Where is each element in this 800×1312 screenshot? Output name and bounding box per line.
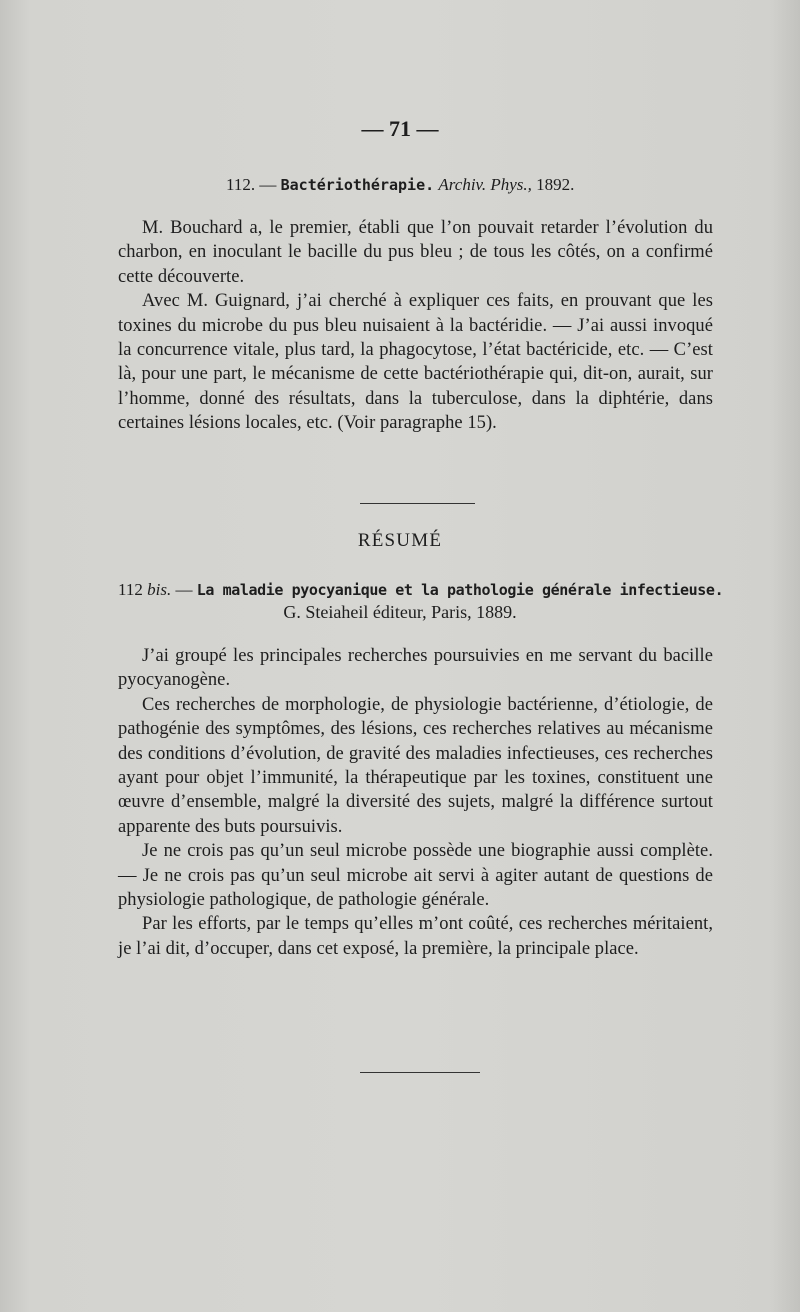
section-title: RÉSUMÉ	[357, 530, 443, 551]
paragraph: Par les efforts, par le temps qu’elles m’ont coûté, ces recherches méritaient, je l’ai dit, d’occuper, dans cet exposé, la première, la principale place.	[118, 914, 713, 959]
paragraph: M. Bouchard a, le premier, établi que l’on pouvait retarder l’évolution du charbon, en inoculant le bacille du pus bleu ; de tous les côtés, on a confirmé cette découverte.	[118, 218, 713, 287]
reference-112	[226, 175, 800, 195]
end-divider	[360, 1072, 480, 1073]
ref-dash: —	[175, 580, 193, 599]
ref-number: 112	[118, 580, 143, 599]
ref-year: 1892.	[536, 175, 575, 194]
page-number: — 71 —	[361, 116, 439, 141]
ref-dash: —	[259, 175, 277, 194]
reference-112-bis	[118, 580, 724, 600]
ref-number: 112.	[226, 175, 256, 194]
paragraph: Ces recherches de morphologie, de physiologie bactérienne, d’étiologie, de pathogénie des symptômes, des lésions, ces recherches relatives au mécanisme des conditions d’évolution, de gravité des maladies infectieuses, ces recherches ayant pour objet l’immunité, la thérapeutique par les toxines, constituent une œuvre d’ensemble, malgré la diversité des sujets, malgré la différence surtout apparente des buts poursuivis.	[118, 694, 713, 837]
publisher-line: G. Steiaheil éditeur, Paris, 1889.	[283, 602, 517, 622]
body-section-1	[118, 216, 713, 436]
ref-title: La maladie pyocyanique et la pathologie générale infectieuse.	[196, 581, 724, 599]
ref-title: Bactériothérapie.	[280, 176, 435, 194]
paragraph: Je ne crois pas qu’un seul microbe possède une biographie aussi complète. — Je ne crois pas qu’un seul microbe ait servi à agiter autant de questions de physiologie pathologique, de pathologie générale.	[118, 841, 713, 911]
paragraph: Avec M. Guignard, j’ai cherché à expliquer ces faits, en prouvant que les toxines du microbe du pus bleu nuisaient à la bactéridie. — J’ai aussi invoqué la concurrence vitale, plus tard, la phagocytose, l’état bactéricide, etc. — C’est là, pour une part, le mécanisme de cette bactériothérapie qui, dit-on, aurait, sur l’homme, donné des résultats, dans la tuberculose, dans la diphtérie, dans certaines lésions locales, etc. (Voir paragraphe 15).	[118, 291, 713, 434]
ref-bis: bis.	[147, 580, 172, 599]
body-section-2	[118, 644, 713, 961]
ref-journal: Archiv. Phys.,	[438, 175, 532, 194]
paragraph: J’ai groupé les principales recherches poursuivies en me servant du bacille pyocyanogène.	[118, 646, 713, 691]
section-divider	[360, 503, 475, 504]
